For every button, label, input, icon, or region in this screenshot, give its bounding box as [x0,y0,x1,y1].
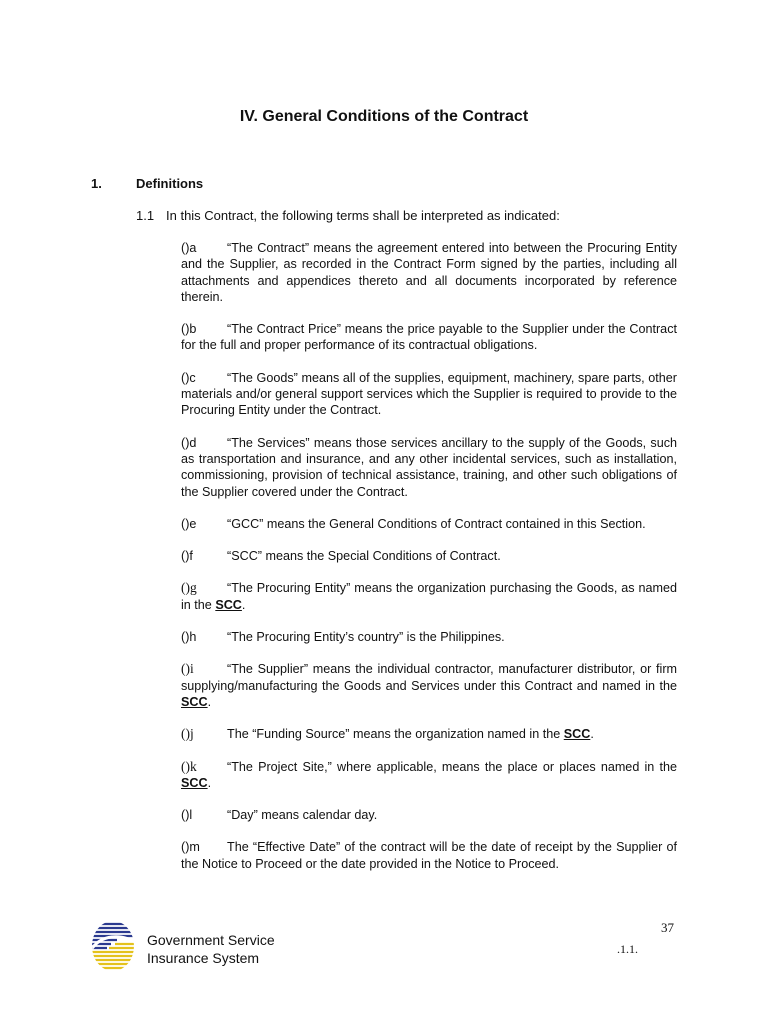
definition-item [181,629,677,645]
definition-label: ()m [181,840,200,855]
definition-label: ()a [181,241,197,255]
definition-item [181,435,677,500]
organization-line-2: Insurance System [147,950,260,966]
intro-clause [136,208,560,223]
definition-item [181,548,677,564]
definition-item [181,726,677,742]
definition-item [181,240,677,305]
definition-item [181,580,677,613]
definition-text: “The Supplier” means the individual contractor, manufacturer distributor, or firm supplying/manufacturing the Goods and Services under this Contract and named in the [181,662,677,693]
definition-item [181,759,677,792]
definition-label: ()k [181,758,197,774]
definition-text: “GCC” means the General Conditions of Contract contained in this Section. [227,516,646,531]
scc-reference: SCC [563,727,591,742]
page-title: IV. General Conditions of the Contract [239,108,529,125]
page-reference: .1.1. [617,942,638,956]
definition-label: ()j [181,726,194,742]
definition-item [181,839,677,872]
definition-text-end: . [207,775,212,790]
section-number: 1. [91,176,102,191]
definition-text: “The Services” means those services ancillary to the supply of the Goods, such as transportation and insurance, and any other incidental services, such as installation, commissioning, provision of technical assistance, training, and other such obligations of the Supplier covered under the Contract. [181,435,677,499]
definition-label: ()i [181,661,194,677]
definition-text: “The Contract Price” means the price payable to the Supplier under the Contract for the full and proper performance of its contractual obligations. [181,322,677,353]
definition-text: “Day” means calendar day. [227,808,378,823]
page-number: 37 [661,920,674,935]
definition-label: ()b [181,322,197,337]
definition-text: “The Project Site,” where applicable, means the place or places named in the [227,759,677,774]
definition-text: “The Procuring Entity’s country” is the Philippines. [227,630,505,645]
definition-text: “SCC” means the Special Conditions of Contract. [227,549,501,564]
definition-text-end: . [590,727,594,742]
definition-text: The “Effective Date” of the contract will be the date of receipt by the Supplier of the Notice to Proceed or the date provided in the Notice to Proceed. [181,840,677,871]
scc-reference: SCC [215,597,242,612]
intro-text: In this Contract, the following terms shall be interpreted as indicated: [166,208,560,223]
definition-text-end: . [207,694,212,709]
organization-name [147,931,275,967]
definition-label: ()g [181,580,197,596]
definition-item [181,807,677,823]
definition-label: ()d [181,435,197,450]
section-title: Definitions [136,176,204,191]
intro-number: 1.1 [136,208,155,223]
definition-item [181,516,677,532]
definition-label: ()l [181,808,193,823]
gsis-logo-icon [91,920,135,972]
definition-text-end: . [241,597,246,612]
definition-text: “The Goods” means all of the supplies, equipment, machinery, spare parts, other materials and/or general support services which the Supplier is required to provide to the Procuring Entity under the Contract. [181,370,677,418]
definition-item [181,370,677,419]
definition-text: The “Funding Source” means the organization named in the [227,727,564,742]
definition-text: “The Contract” means the agreement entered into between the Procuring Entity and the Supplier, as recorded in the Contract Form signed by the parties, including all attachments and appendices thereto and all documents incorporated by reference therein. [181,241,677,304]
definitions-list [181,240,677,888]
definition-label: ()c [181,370,196,385]
definition-item [181,661,677,710]
definition-item [181,321,677,354]
definition-text: “The Procuring Entity” means the organization purchasing the Goods, as named in the [181,581,677,612]
definition-label: ()h [181,630,197,645]
scc-reference: SCC [181,694,208,709]
definition-label: ()f [181,549,193,564]
scc-reference: SCC [181,775,208,790]
definition-label: ()e [181,516,197,531]
organization-line-1: Government Service [147,932,275,948]
